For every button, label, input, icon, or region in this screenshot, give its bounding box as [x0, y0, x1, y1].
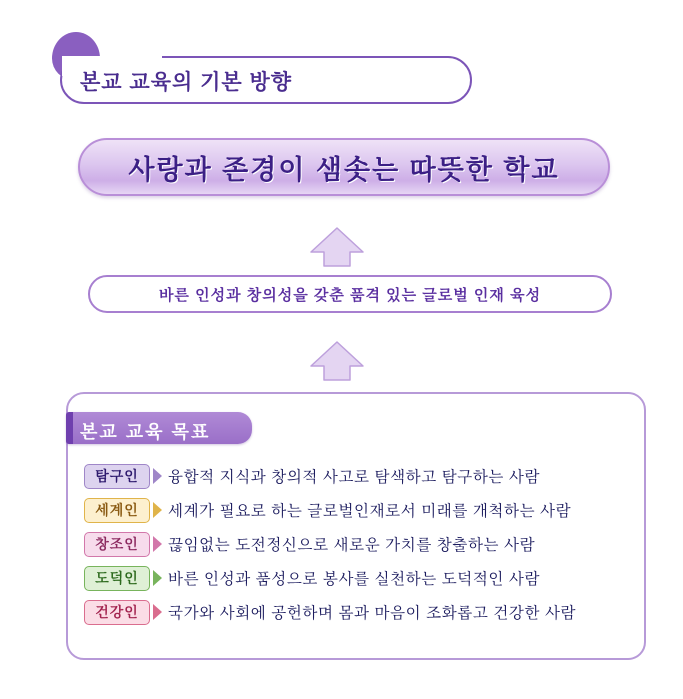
- goal-tag-label: 탐구인: [95, 468, 139, 484]
- goal-tag-badge: [84, 532, 150, 557]
- goal-tag-badge: [84, 464, 150, 489]
- goal-tag-label: 창조인: [95, 536, 139, 552]
- goal-tag-arrow-icon: [153, 502, 162, 518]
- goal-tag-label: 세계인: [95, 502, 139, 518]
- goal-tag-label: 건강인: [95, 604, 139, 620]
- goal-statement-pill: [88, 275, 612, 313]
- goal-description: 바른 인성과 품성으로 봉사를 실천하는 도덕적인 사람: [168, 571, 541, 588]
- goals-title: 본교 교육 목표: [80, 422, 211, 442]
- goal-item: [84, 462, 540, 490]
- up-arrow-icon-bottom: [308, 340, 366, 382]
- goal-item: [84, 530, 535, 558]
- goal-tag-arrow-icon: [153, 604, 162, 620]
- goal-item: [84, 564, 540, 592]
- goal-tag-badge: [84, 566, 150, 591]
- goal-item: [84, 496, 571, 524]
- goal-tag-arrow-icon: [153, 536, 162, 552]
- goal-tag-arrow-icon: [153, 570, 162, 586]
- vision-banner-text: 사랑과 존경이 샘솟는 따뜻한 학교: [128, 154, 560, 185]
- page-title: 본교 교육의 기본 방향: [80, 71, 293, 94]
- goal-statement-text: 바른 인성과 창의성을 갖춘 품격 있는 글로벌 인재 육성: [158, 286, 542, 304]
- goal-description: 세계가 필요로 하는 글로벌인재로서 미래를 개척하는 사람: [168, 503, 572, 520]
- goal-tag-badge: [84, 600, 150, 625]
- goal-description: 끊임없는 도전정신으로 새로운 가치를 창출하는 사람: [168, 537, 536, 554]
- goal-description: 국가와 사회에 공헌하며 몸과 마음이 조화롭고 건강한 사람: [168, 605, 577, 622]
- goal-tag-label: 도덕인: [95, 570, 139, 586]
- header: [52, 32, 472, 110]
- goal-description: 융합적 지식과 창의적 사고로 탐색하고 탐구하는 사람: [168, 469, 541, 486]
- goal-tag-badge: [84, 498, 150, 523]
- goals-title-accent-bar: [66, 412, 73, 444]
- vision-banner: [78, 138, 610, 196]
- goal-tag-arrow-icon: [153, 468, 162, 484]
- goal-item: [84, 598, 576, 626]
- up-arrow-icon-top: [308, 226, 366, 268]
